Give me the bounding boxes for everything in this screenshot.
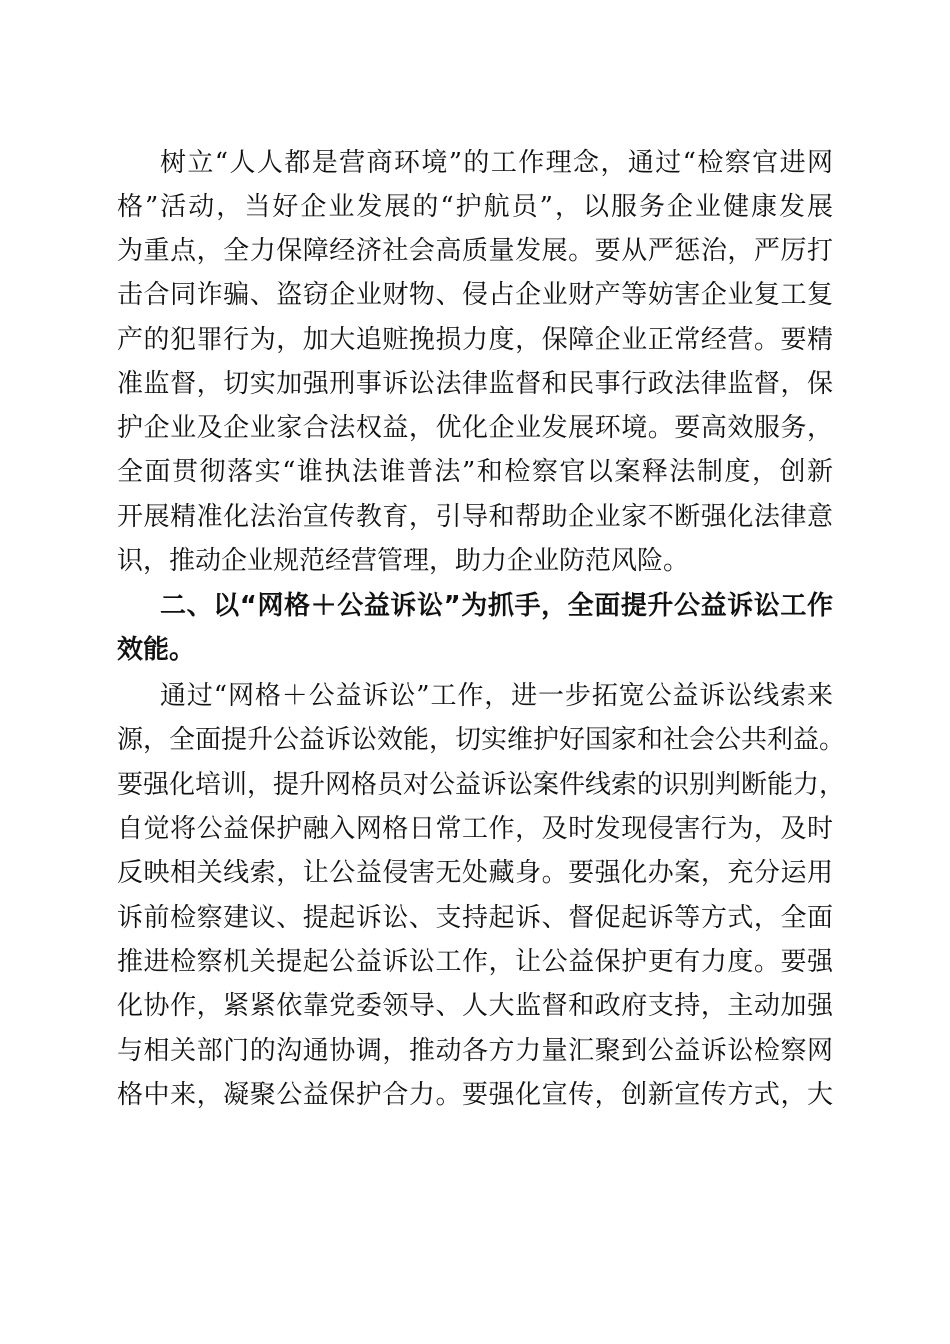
paragraph-line: 自觉将公益保护融入网格日常工作，及时发现侵害行为，及时 xyxy=(117,814,833,844)
paragraph-line: 通过“网格＋公益诉讼”工作，进一步拓宽公益诉讼线索来 xyxy=(160,681,833,711)
paragraph-line: 全面贯彻落实“谁执法谁普法”和检察官以案释法制度，创新 xyxy=(117,457,833,487)
paragraph-line: 格”活动，当好企业发展的“护航员”，以服务企业健康发展 xyxy=(117,192,833,222)
paragraph-line: 反映相关线索，让公益侵害无处藏身。要强化办案，充分运用 xyxy=(117,858,833,888)
paragraph-line: 推进检察机关提起公益诉讼工作，让公益保护更有力度。要强 xyxy=(117,947,833,977)
paragraph-line: 开展精准化法治宣传教育，引导和帮助企业家不断强化法律意 xyxy=(117,502,833,532)
heading-line: 效能。 xyxy=(117,635,196,665)
paragraph-line: 树立“人人都是营商环境”的工作理念，通过“检察官进网 xyxy=(160,148,833,178)
paragraph-line: 护企业及企业家合法权益，优化企业发展环境。要高效服务， xyxy=(117,413,833,443)
paragraph-line: 击合同诈骗、盗窃企业财物、侵占企业财产等妨害企业复工复 xyxy=(117,280,833,310)
heading-line: 二、以“网格＋公益诉讼”为抓手，全面提升公益诉讼工作 xyxy=(160,591,833,621)
paragraph-line: 诉前检察建议、提起诉讼、支持起诉、督促起诉等方式，全面 xyxy=(117,903,833,933)
paragraph-line: 要强化培训，提升网格员对公益诉讼案件线索的识别判断能力， xyxy=(117,770,846,800)
paragraph-line: 与相关部门的沟通协调，推动各方力量汇聚到公益诉讼检察网 xyxy=(117,1036,833,1066)
paragraph-line: 识，推动企业规范经营管理，助力企业防范风险。 xyxy=(117,546,690,576)
paragraph-line: 产的犯罪行为，加大追赃挽损力度，保障企业正常经营。要精 xyxy=(117,325,833,355)
paragraph-line: 源，全面提升公益诉讼效能，切实维护好国家和社会公共利益。 xyxy=(117,725,846,755)
paragraph-line: 准监督，切实加强刑事诉讼法律监督和民事行政法律监督，保 xyxy=(117,369,833,399)
paragraph-line: 为重点，全力保障经济社会高质量发展。要从严惩治，严厉打 xyxy=(117,236,833,266)
paragraph-line: 化协作，紧紧依靠党委领导、人大监督和政府支持，主动加强 xyxy=(117,991,833,1021)
paragraph-line: 格中来，凝聚公益保护合力。要强化宣传，创新宣传方式，大 xyxy=(117,1080,833,1110)
